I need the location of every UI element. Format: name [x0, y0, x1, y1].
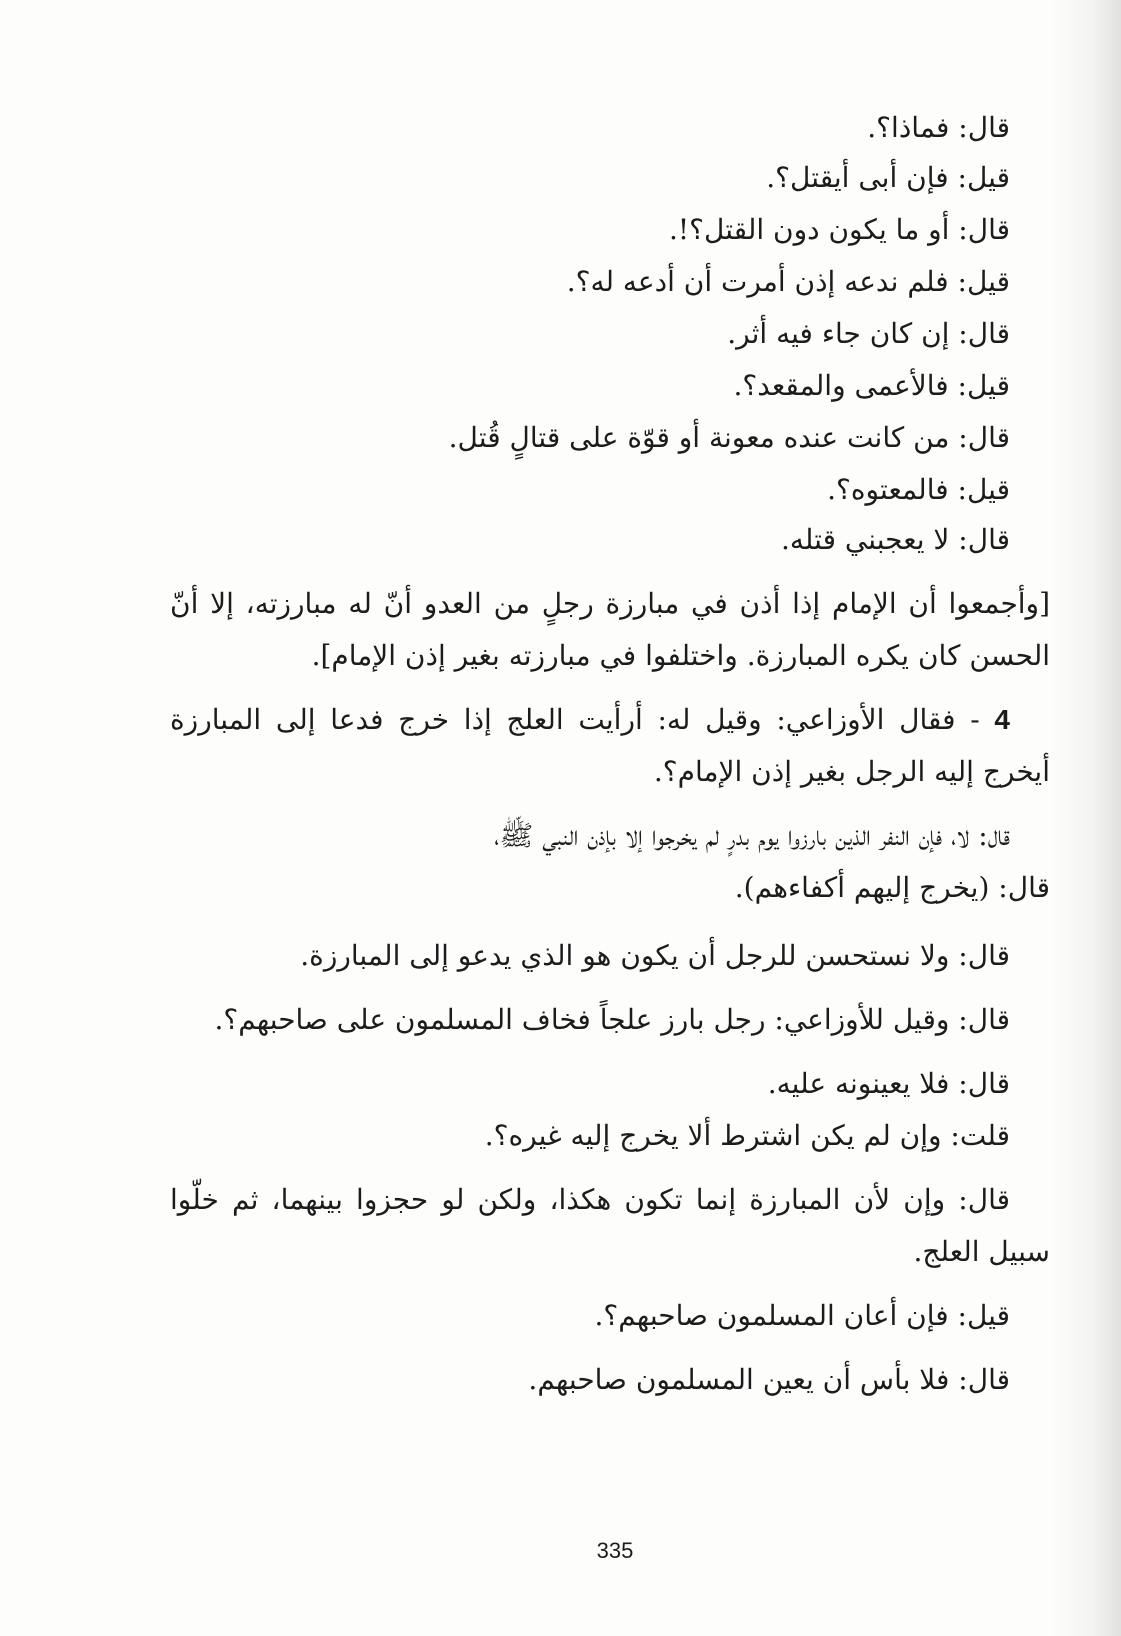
item-4-line	[170, 700, 1010, 740]
dialogue-line: قال: لا يعجبني قتله.	[781, 523, 1010, 556]
dialogue-line: قال: (يخرج إليهم أكفاءهم).	[734, 871, 1050, 904]
page-edge-shadow	[1051, 0, 1121, 1636]
dialogue-line: قال: وإن لأن المبارزة إنما تكون هكذا، ولكن لو حجزوا بينهما، ثم خلّوا	[170, 1183, 1010, 1216]
dialogue-line: قال: ولا نستحسن للرجل أن يكون هو الذي يدعو إلى المبارزة.	[300, 939, 1010, 972]
dialogue-line: قال: فماذا؟.	[867, 111, 1010, 144]
item-4-text: - فقال الأوزاعي: وقيل له: أرأيت العلج إذا خرج فدعا إلى المبارزة	[170, 703, 980, 736]
page-number: 335	[596, 1538, 634, 1563]
dialogue-line: قال: أو ما يكون دون القتل؟!.	[668, 213, 1010, 246]
dialogue-line: قال: وقيل للأوزاعي: رجل بارز علجاً فخاف المسلمون على صاحبهم؟.	[214, 1003, 1010, 1036]
item-4-line: أيخرج إليه الرجل بغير إذن الإمام؟.	[653, 755, 1050, 788]
dialogue-line: قال: إن كان جاء فيه أثر.	[727, 317, 1010, 350]
dialogue-line: سبيل العلج.	[913, 1235, 1050, 1268]
dialogue-line: قال: فلا بأس أن يعين المسلمون صاحبهم.	[528, 1363, 1010, 1396]
dialogue-line: قال: من كانت عنده معونة أو قوّة على قتالٍ قُتل.	[448, 421, 1010, 454]
dialogue-line: قيل: فالمعتوه؟.	[827, 473, 1010, 506]
dialogue-line: قال: لا، فإن النفر الذين بارزوا يوم بدرٍ لم يخرجوا إلا بإذن النبي ﷺ،	[494, 819, 1010, 852]
dialogue-line: قيل: فإن أعان المسلمون صاحبهم؟.	[594, 1299, 1010, 1332]
consensus-paragraph-line: [وأجمعوا أن الإمام إذا أذن في مبارزة رجلٍ من العدو أنّ له مبارزته، إلا أنّ	[170, 587, 1050, 620]
dialogue-line: قيل: فلم ندعه إذن أمرت أن أدعه له؟.	[566, 265, 1010, 298]
dialogue-line: قال: فلا يعينونه عليه.	[767, 1067, 1010, 1100]
dialogue-line: قيل: فالأعمى والمقعد؟.	[733, 369, 1010, 402]
dialogue-line: قلت: وإن لم يكن اشترط ألا يخرج إليه غيره؟.	[484, 1119, 1010, 1152]
consensus-paragraph-line: الحسن كان يكره المبارزة. واختلفوا في مبارزته بغير إذن الإمام].	[311, 639, 1050, 672]
item-number: 4	[994, 704, 1010, 735]
dialogue-line: قيل: فإن أبى أيقتل؟.	[766, 161, 1010, 194]
